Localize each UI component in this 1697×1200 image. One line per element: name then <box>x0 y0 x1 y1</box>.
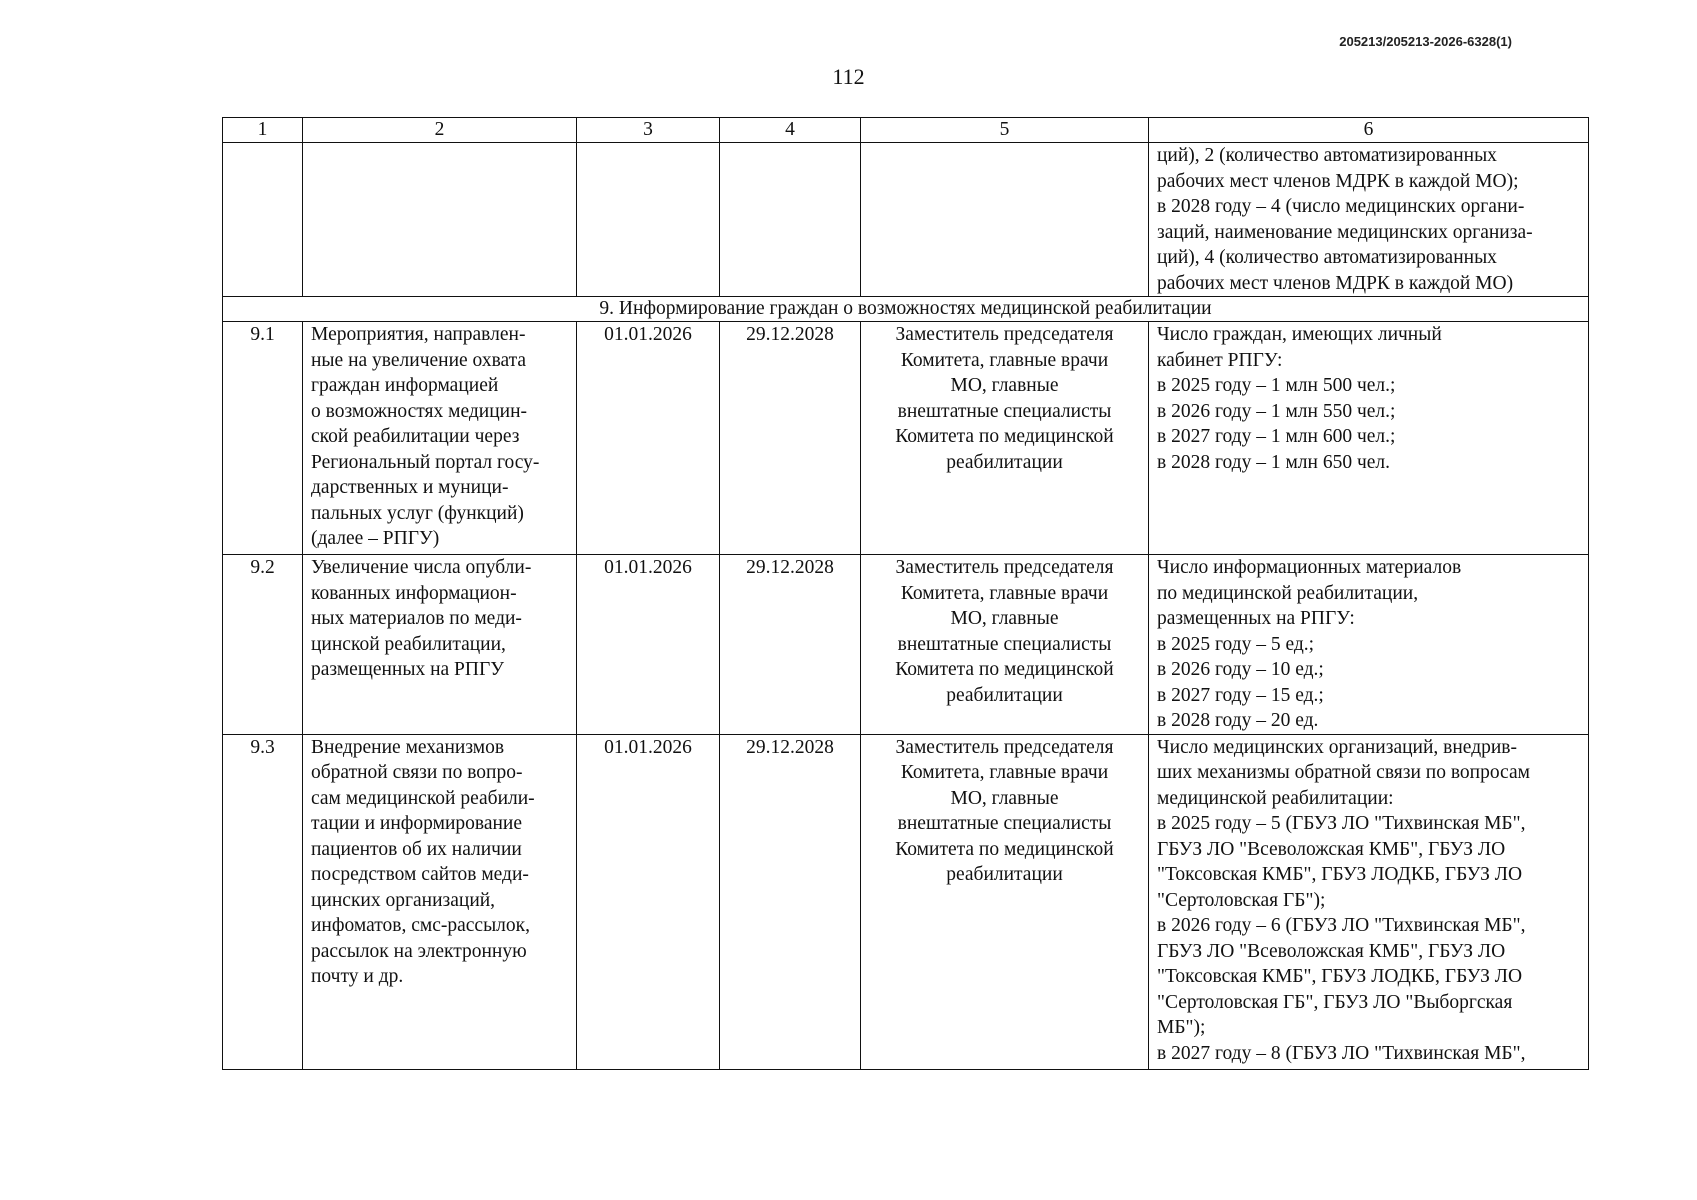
text-line: Увеличение числа опубли- <box>311 557 532 578</box>
end-date: 29.12.2028 <box>720 322 861 555</box>
text-line: ные на увеличение охвата <box>311 349 527 371</box>
text-line: "Токсовская КМБ", ГБУЗ ЛОДКБ, ГБУЗ ЛО <box>1157 864 1523 885</box>
text-line: тации и информирование <box>311 813 523 834</box>
activity-cell <box>303 555 577 735</box>
text-line: инфоматов, смс-рассылок, <box>311 915 531 936</box>
responsible-cell <box>861 322 1149 555</box>
section-title: 9. Информирование граждан о возможностях медицинской реабилитации <box>223 297 1589 322</box>
text-line: МО, главные <box>950 608 1059 629</box>
text-line: Заместитель председателя <box>895 324 1114 345</box>
table-row <box>223 734 1589 1069</box>
text-line: ГБУЗ ЛО "Всеволожская КМБ", ГБУЗ ЛО <box>1157 940 1506 962</box>
text-line: Комитета по медицинской <box>895 426 1114 447</box>
text-line: Заместитель председателя <box>895 557 1114 578</box>
continuation-row <box>223 143 1589 297</box>
indicator-cell <box>1149 734 1589 1069</box>
text-line: "Токсовская КМБ", ГБУЗ ЛОДКБ, ГБУЗ ЛО <box>1157 966 1523 987</box>
text-line: в 2028 году – 20 ед. <box>1157 710 1319 731</box>
text-line: Комитета по медицинской <box>895 838 1114 860</box>
text-line: в 2028 году – 1 млн 650 чел. <box>1157 451 1391 473</box>
column-number: 4 <box>720 118 861 143</box>
text-line: МБ"); <box>1157 1017 1206 1038</box>
text-line: реабилитации <box>946 451 1063 473</box>
activity-cell <box>303 322 577 555</box>
row-number: 9.2 <box>223 555 303 735</box>
row-number: 9.3 <box>223 734 303 1069</box>
text-line: Число медицинских организаций, внедрив- <box>1157 736 1517 758</box>
text-line: ших механизмы обратной связи по вопросам <box>1157 762 1530 783</box>
end-date: 29.12.2028 <box>720 734 861 1069</box>
text-line: в 2027 году – 15 ед.; <box>1157 684 1324 706</box>
page-number: 112 <box>832 64 865 89</box>
text-line: рабочих мест членов МДРК в каждой МО); <box>1157 170 1519 192</box>
text-line: ных материалов по меди- <box>311 608 522 629</box>
text-line: посредством сайтов меди- <box>311 864 529 885</box>
text-line: о возможностях медицин- <box>311 400 528 422</box>
text-line: "Сертоловская ГБ", ГБУЗ ЛО "Выборгская <box>1157 991 1513 1013</box>
text-line: реабилитации <box>946 864 1063 885</box>
text-line: внештатные специалисты <box>897 400 1112 422</box>
text-line: Комитета, главные врачи <box>900 349 1109 371</box>
text-line: почту и др. <box>311 966 404 987</box>
text-line: медицинской реабилитации: <box>1157 787 1394 809</box>
text-line: пациентов об их наличии <box>311 838 522 860</box>
text-line: дарственных и муници- <box>311 477 509 498</box>
column-number: 5 <box>861 118 1149 143</box>
indicator-cell <box>1149 555 1589 735</box>
text-line: Комитета по медицинской <box>895 659 1114 680</box>
text-line: ской реабилитации через <box>311 426 520 447</box>
text-line: МО, главные <box>950 375 1059 396</box>
text-line: ГБУЗ ЛО "Всеволожская КМБ", ГБУЗ ЛО <box>1157 838 1506 860</box>
activity-cell <box>303 734 577 1069</box>
text-line: реабилитации <box>946 684 1063 706</box>
text-line: Региональный портал госу- <box>311 451 540 473</box>
text-line: Мероприятия, направлен- <box>311 324 526 345</box>
start-date: 01.01.2026 <box>577 734 720 1069</box>
text-line: обратной связи по вопро- <box>311 762 523 783</box>
text-line: в 2025 году – 1 млн 500 чел.; <box>1157 375 1396 396</box>
column-number: 1 <box>223 118 303 143</box>
text-line: цинской реабилитации, <box>311 633 506 655</box>
text-line: кабинет РПГУ: <box>1157 349 1283 371</box>
text-line: заций, наименование медицинских организа- <box>1157 221 1533 243</box>
text-line: ций), 2 (количество автоматизированных <box>1157 145 1497 166</box>
indicator-cell <box>1149 322 1589 555</box>
text-line: внештатные специалисты <box>897 813 1112 834</box>
text-line: в 2026 году – 1 млн 550 чел.; <box>1157 400 1396 422</box>
text-line: рабочих мест членов МДРК в каждой МО) <box>1157 272 1514 294</box>
text-line: в 2026 году – 6 (ГБУЗ ЛО "Тихвинская МБ", <box>1157 915 1526 936</box>
text-line: кованных информацион- <box>311 582 517 604</box>
text-line: МО, главные <box>950 787 1059 809</box>
column-number: 6 <box>1149 118 1589 143</box>
text-line: размещенных на РПГУ: <box>1157 608 1355 629</box>
table-row <box>223 555 1589 735</box>
table-row <box>223 322 1589 555</box>
text-line: рассылок на электронную <box>311 940 527 962</box>
text-line: пальных услуг (функций) <box>311 502 524 524</box>
text-line: (далее – РПГУ) <box>311 528 440 549</box>
text-line: Число информационных материалов <box>1157 557 1462 578</box>
start-date: 01.01.2026 <box>577 555 720 735</box>
text-line: внештатные специалисты <box>897 633 1112 655</box>
text-line: размещенных на РПГУ <box>311 659 505 680</box>
text-line: в 2027 году – 8 (ГБУЗ ЛО "Тихвинская МБ", <box>1157 1042 1526 1064</box>
document-id: 205213/205213-2026-6328(1) <box>1339 34 1512 49</box>
text-line: в 2025 году – 5 (ГБУЗ ЛО "Тихвинская МБ", <box>1157 813 1526 834</box>
text-line: граждан информацией <box>311 375 499 396</box>
start-date: 01.01.2026 <box>577 322 720 555</box>
end-date: 29.12.2028 <box>720 555 861 735</box>
text-line: цинских организаций, <box>311 889 496 911</box>
row-number: 9.1 <box>223 322 303 555</box>
responsible-cell <box>861 734 1149 1069</box>
text-line: "Сертоловская ГБ"); <box>1157 889 1326 911</box>
responsible-cell <box>861 555 1149 735</box>
text-line: в 2025 году – 5 ед.; <box>1157 633 1315 655</box>
text-line: сам медицинской реабили- <box>311 787 535 809</box>
text-line: Комитета, главные врачи <box>900 582 1109 604</box>
text-line: по медицинской реабилитации, <box>1157 582 1419 604</box>
text-line: в 2028 году – 4 (число медицинских органи- <box>1157 196 1525 217</box>
text-line: в 2026 году – 10 ед.; <box>1157 659 1324 680</box>
text-line: Внедрение механизмов <box>311 736 505 758</box>
text-line: Комитета, главные врачи <box>900 762 1109 783</box>
text-line: в 2027 году – 1 млн 600 чел.; <box>1157 426 1396 447</box>
indicator-cell <box>1149 143 1589 297</box>
column-number: 2 <box>303 118 577 143</box>
section-header-row <box>223 297 1589 322</box>
text-line: ций), 4 (количество автоматизированных <box>1157 247 1497 268</box>
column-number: 3 <box>577 118 720 143</box>
column-number-row <box>223 118 1589 143</box>
text-line: Заместитель председателя <box>895 736 1114 758</box>
measures-table <box>222 117 1589 1070</box>
text-line: Число граждан, имеющих личный <box>1157 324 1442 345</box>
